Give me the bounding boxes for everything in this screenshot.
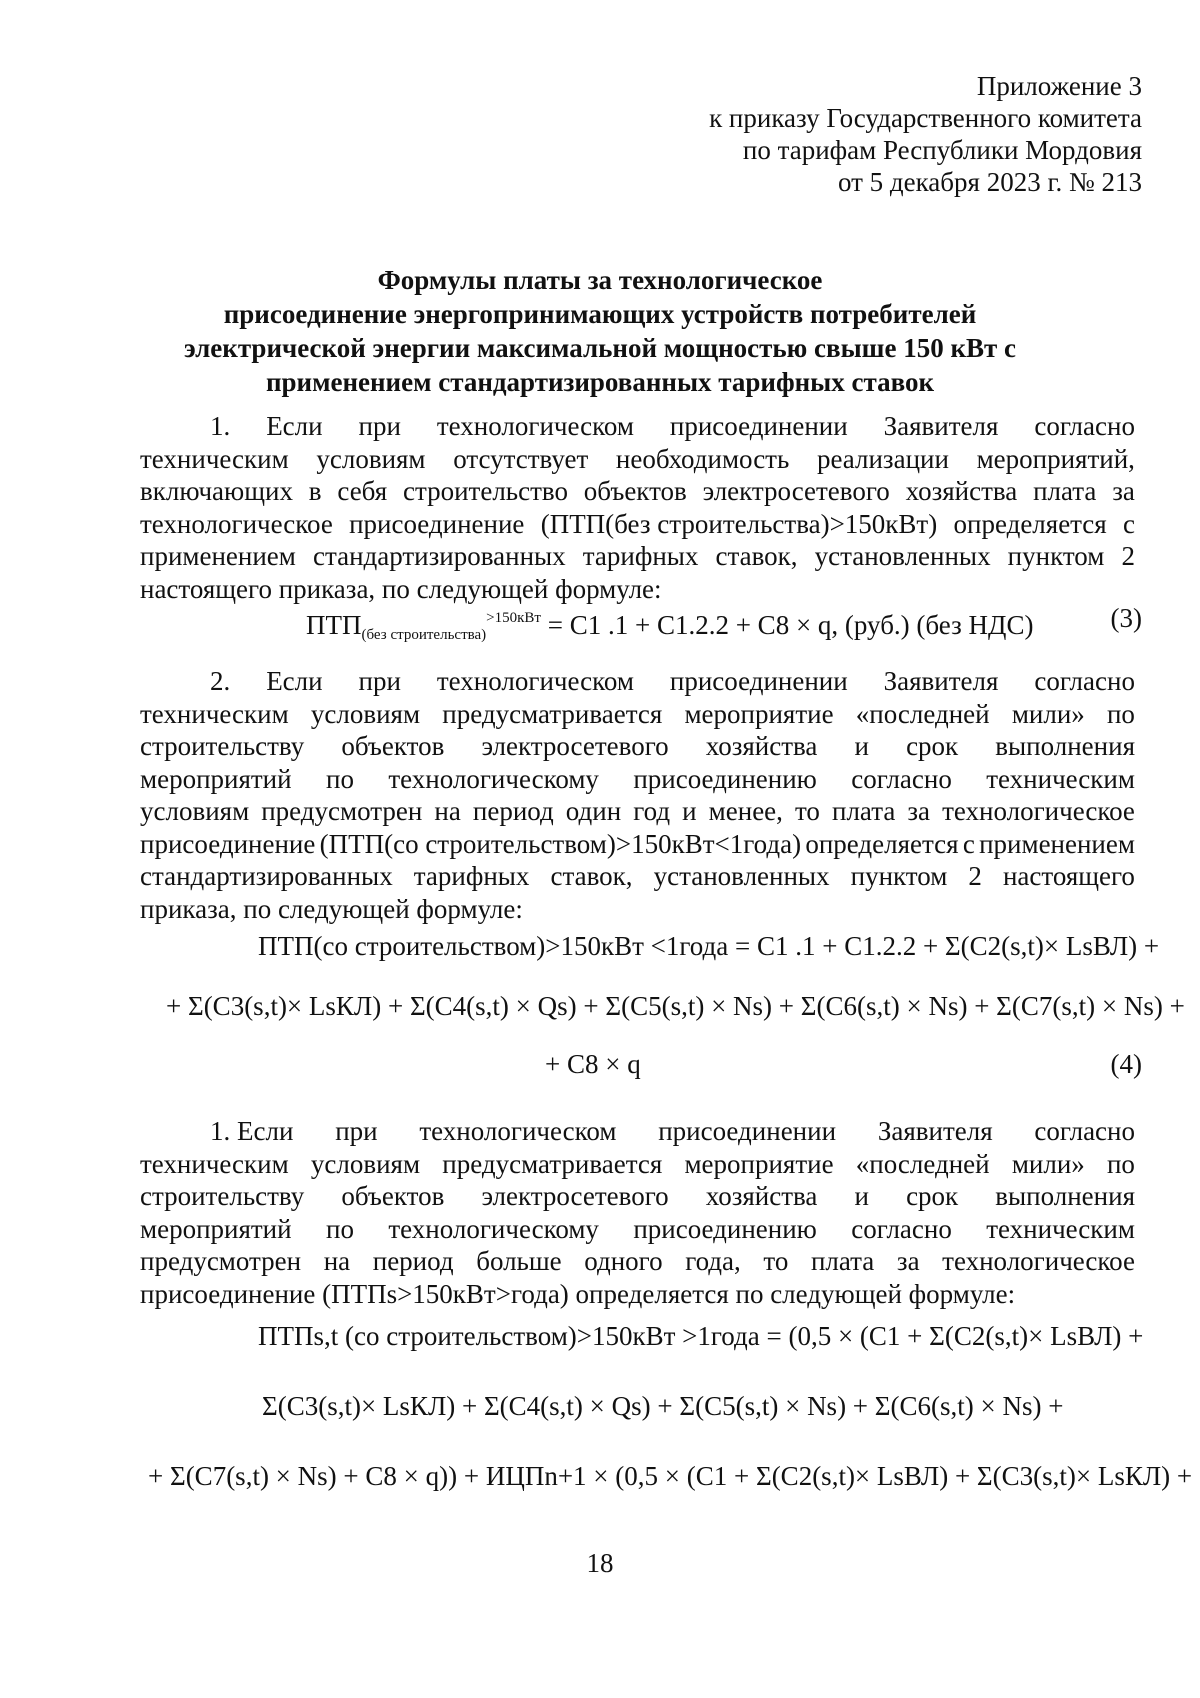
word: техническим xyxy=(986,1213,1135,1244)
word: хозяйства xyxy=(905,476,1018,506)
word: в xyxy=(308,476,322,506)
word: по xyxy=(1106,1148,1135,1179)
word: отсутствует xyxy=(453,443,589,474)
formula-5-line-2: Σ(C3(s,t)× LsКЛ) + Σ(C4(s,t) × Qs) + Σ(C5(s,t) × Ns) + Σ(C6(s,t) × Ns) + xyxy=(262,1391,1064,1421)
word: необходимость xyxy=(615,443,790,474)
word: согласно xyxy=(1034,411,1135,441)
appendix-header xyxy=(709,70,1142,198)
word: установленных xyxy=(814,541,991,571)
word: больше xyxy=(476,1246,562,1276)
word: выполнения xyxy=(995,731,1135,761)
text-line xyxy=(140,508,1135,541)
formula-3 xyxy=(306,600,1033,653)
formula-3-lhs-sub: (без строительства) xyxy=(361,627,487,643)
formula-4-line-2: + Σ(C3(s,t)× LsКЛ) + Σ(C4(s,t) × Qs) + Σ(C5(s,t) × Ns) + Σ(C6(s,t) × Ns) + Σ(C7(s,t) × Ns) + xyxy=(166,991,1185,1021)
text-line xyxy=(140,1245,1135,1278)
word: себя xyxy=(337,476,388,506)
word: техническим xyxy=(140,443,289,474)
word: плата xyxy=(810,1246,875,1276)
word: тарифных xyxy=(582,541,699,571)
word: включающих xyxy=(140,476,293,506)
formula-3-lhs-sup: >150кВт xyxy=(486,610,541,626)
word: период xyxy=(372,1246,454,1276)
word: электросетевого xyxy=(702,476,890,506)
text-line xyxy=(140,828,1135,861)
text-line xyxy=(140,730,1135,763)
word: ставок, xyxy=(715,541,798,571)
paragraph-3 xyxy=(140,1115,1135,1310)
header-line: к приказу Государственного комитета xyxy=(709,103,1142,133)
header-line: Приложение 3 xyxy=(976,71,1142,101)
header-line: по тарифам Республики Мордовия xyxy=(742,135,1142,165)
word: предусмотрен xyxy=(140,1246,302,1276)
word: технологическом xyxy=(419,1116,617,1146)
word: Заявителя xyxy=(877,1116,993,1146)
word: 2 xyxy=(968,861,982,891)
header-line: от 5 декабря 2023 г. № 213 xyxy=(837,167,1142,197)
title-line: электрической энергии максимальной мощностью свыше 150 кВт с xyxy=(183,333,1017,363)
word: хозяйства xyxy=(705,1181,818,1211)
word: один xyxy=(565,796,622,826)
word: плата xyxy=(832,796,896,826)
word: технологическому xyxy=(388,1213,599,1244)
word: присоединении xyxy=(669,411,848,441)
word: строительству xyxy=(140,1181,305,1211)
formula-3-rhs: = C1 .1 + C1.2.2 + C8 × q, (руб.) (без НДС) xyxy=(547,610,1034,640)
word: (ПТП(без строительства)>150кВт) xyxy=(540,508,938,539)
word: присоединение (ПТПs>150кВт>года) определяется по следующей формуле: xyxy=(140,1278,1016,1309)
word: присоединению xyxy=(633,763,817,794)
word: хозяйства xyxy=(705,731,818,761)
word: при xyxy=(335,1116,378,1146)
word: электросетевого xyxy=(481,731,669,761)
text-line xyxy=(140,763,1135,796)
word: выполнения xyxy=(995,1181,1135,1211)
word: Заявителя xyxy=(883,411,999,441)
word: по xyxy=(1106,698,1135,729)
word: при xyxy=(358,411,401,441)
formula-4-line-3: + C8 × q xyxy=(545,1049,641,1079)
word: технологическом xyxy=(436,666,634,696)
title-line: присоединение энергопринимающих устройств потребителей xyxy=(223,299,977,329)
word: Если xyxy=(266,411,323,441)
word: настоящего xyxy=(1002,861,1135,891)
word: установленных xyxy=(653,861,830,891)
word: 2. xyxy=(210,666,231,696)
word: и xyxy=(854,1181,869,1211)
word: период xyxy=(472,796,554,826)
page-number: 18 xyxy=(586,1548,614,1578)
text-line xyxy=(140,665,1135,698)
word: (ПТП(со строительством)>150кВт<1года) xyxy=(319,828,802,859)
word: год xyxy=(633,796,671,826)
text-line xyxy=(140,443,1135,476)
word: объектов xyxy=(583,476,687,506)
word: мили» xyxy=(1011,1148,1085,1179)
paragraph-2 xyxy=(140,665,1135,925)
word: согласно xyxy=(1034,1116,1135,1146)
word: при xyxy=(358,666,401,696)
word: строительство xyxy=(402,476,568,506)
document-title xyxy=(0,263,1200,399)
word: присоединение xyxy=(140,828,316,859)
text-line xyxy=(140,698,1135,731)
word: мероприятий xyxy=(140,763,292,794)
word: условиям xyxy=(316,443,426,474)
equation-number-4: (4) xyxy=(1110,1049,1142,1079)
formula-3-lhs: ПТП xyxy=(306,610,362,640)
word: согласно xyxy=(851,1213,952,1244)
word: «последней xyxy=(855,698,990,729)
word: мероприятие xyxy=(684,698,834,729)
word: стандартизированных xyxy=(312,541,566,571)
word: и xyxy=(854,731,869,761)
word: технологическому xyxy=(388,763,599,794)
word: Если xyxy=(266,666,323,696)
word: «последней xyxy=(855,1148,990,1179)
text-line xyxy=(140,540,1135,573)
word: на xyxy=(323,1246,351,1276)
word: применением xyxy=(140,541,296,571)
word: за xyxy=(1112,476,1135,506)
text-line xyxy=(140,795,1135,828)
word: плата xyxy=(1033,476,1097,506)
word: определяется xyxy=(953,508,1107,539)
word: Заявителя xyxy=(883,666,999,696)
word: стандартизированных xyxy=(140,861,393,891)
word: условиям xyxy=(140,796,250,826)
text-line xyxy=(140,1213,1135,1246)
word: реализации xyxy=(816,443,949,474)
equation-number-3: (3) xyxy=(1110,603,1142,633)
word: за xyxy=(907,796,931,826)
word: технологическое xyxy=(140,508,333,539)
word: предусматривается xyxy=(442,1148,663,1179)
word: согласно xyxy=(851,763,952,794)
word: условиям xyxy=(310,698,421,729)
word: мили» xyxy=(1011,698,1085,729)
formula-5-line-3: + Σ(C7(s,t) × Ns) + C8 × q)) + ИЦПn+1 × (0,5 × (C1 + Σ(C2(s,t)× LsВЛ) + Σ(C3(s,t)× LsКЛ) + xyxy=(148,1461,1193,1491)
text-line xyxy=(140,860,1135,893)
word: присоединении xyxy=(669,666,848,696)
word: тарифных xyxy=(413,861,530,891)
word: технологическое xyxy=(942,1246,1135,1276)
word: и xyxy=(682,796,697,826)
word: то xyxy=(794,796,820,826)
text-line xyxy=(140,475,1135,508)
paragraph-1 xyxy=(140,410,1135,605)
word: объектов xyxy=(341,1181,445,1211)
word: мероприятий xyxy=(140,1213,292,1244)
word: с xyxy=(962,828,975,859)
word: одного xyxy=(584,1246,663,1276)
word: на xyxy=(434,796,461,826)
word: по xyxy=(326,1213,354,1244)
text-line xyxy=(140,1115,1135,1148)
text-line xyxy=(140,410,1135,443)
word: приказа, по следующей формуле: xyxy=(140,893,523,924)
text-line xyxy=(140,1148,1135,1181)
word: техническим xyxy=(986,763,1135,794)
word: 2 xyxy=(1121,541,1135,571)
text-line xyxy=(140,1180,1135,1213)
word: электросетевого xyxy=(481,1181,669,1211)
word: условиям xyxy=(310,1148,421,1179)
formula-5-line-1: ПТПs,t (со строительством)>150кВт >1года = (0,5 × (C1 + Σ(C2(s,t)× LsВЛ) + xyxy=(258,1321,1144,1351)
word: менее, xyxy=(708,796,783,826)
word: применением xyxy=(979,828,1135,859)
word: техническим xyxy=(140,698,289,729)
word: срок xyxy=(906,1181,959,1211)
word: 1. Если xyxy=(210,1116,294,1146)
word: технологическом xyxy=(436,411,634,441)
word: за xyxy=(896,1246,920,1276)
word: 1. xyxy=(210,411,231,441)
word: согласно xyxy=(1034,666,1135,696)
word: предусмотрен xyxy=(261,796,423,826)
formula-4-line-1: ПТП(со строительством)>150кВт <1года = C1 .1 + C1.2.2 + Σ(C2(s,t)× LsВЛ) + xyxy=(258,931,1160,961)
word: присоединении xyxy=(658,1116,837,1146)
text-line xyxy=(140,893,1135,926)
word: предусматривается xyxy=(442,698,663,729)
title-line: применением стандартизированных тарифных ставок xyxy=(265,367,935,397)
word: мероприятий, xyxy=(976,443,1135,474)
word: ставок, xyxy=(550,861,633,891)
word: техническим xyxy=(140,1148,289,1179)
text-line xyxy=(140,1278,1135,1311)
word: то xyxy=(763,1246,789,1276)
word: по xyxy=(326,763,354,794)
word: объектов xyxy=(341,731,445,761)
word: мероприятие xyxy=(684,1148,834,1179)
word: технологическое xyxy=(942,796,1135,826)
word: срок xyxy=(906,731,959,761)
word: строительству xyxy=(140,731,305,761)
word: присоединению xyxy=(633,1213,817,1244)
word: года, xyxy=(685,1246,741,1276)
word: определяется xyxy=(805,828,959,859)
word: пунктом xyxy=(1007,541,1105,571)
word: настоящего приказа, по следующей формуле: xyxy=(140,573,662,604)
word: пунктом xyxy=(850,861,948,891)
title-line: Формулы платы за технологическое xyxy=(377,265,823,295)
word: с xyxy=(1123,508,1135,539)
word: присоединение xyxy=(349,508,525,539)
